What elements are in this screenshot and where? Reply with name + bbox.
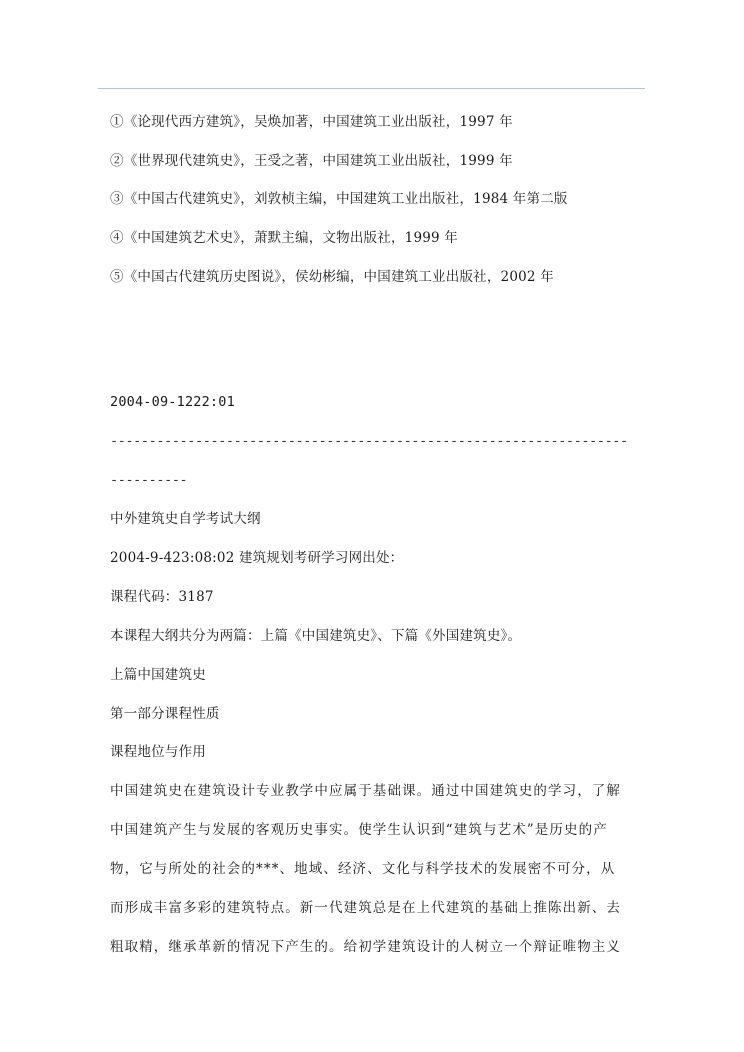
body-line: 中国建筑史在建筑设计专业教学中应属于基础课。通过中国建筑史的学习，了解 — [110, 783, 621, 799]
header-rule — [98, 88, 645, 89]
body-line: 粗取精，继承革新的情况下产生的。给初学建筑设计的人树立一个辩证唯物主义 — [110, 939, 621, 955]
separator-line: ---------- — [110, 472, 188, 488]
part-heading: 上篇中国建筑史 — [110, 667, 206, 683]
body-line: 而形成丰富多彩的建筑特点。新一代建筑总是在上代建筑的基础上推陈出新、去 — [110, 900, 621, 916]
reference-item: ④《中国建筑艺术史》，萧默主编，文物出版社，1999 年 — [110, 230, 458, 246]
source-line: 2004-9-423:08:02 建筑规划考研学习网出处： — [110, 550, 404, 566]
body-line: 中国建筑产生与发展的客观历史事实。使学生认识到“建筑与艺术”是历史的产 — [110, 822, 608, 838]
outline-note: 本课程大纲共分为两篇：上篇《中国建筑史》、下篇《外国建筑史》。 — [110, 628, 522, 644]
reference-item: ①《论现代西方建筑》，吴焕加著，中国建筑工业出版社，1997 年 — [110, 114, 513, 130]
section-heading: 第一部分课程性质 — [110, 706, 220, 722]
course-code: 课程代码：3187 — [110, 589, 214, 605]
document-title: 中外建筑史自学考试大纲 — [110, 511, 261, 527]
reference-item: ③《中国古代建筑史》，刘敦桢主编，中国建筑工业出版社，1984 年第二版 — [110, 191, 568, 207]
separator-line: ------------------------------------------------------------------- — [110, 433, 628, 449]
reference-item: ⑤《中国古代建筑历史图说》，侯幼彬编，中国建筑工业出版社，2002 年 — [110, 269, 554, 285]
timestamp: 2004-09-1222:01 — [110, 394, 235, 410]
subsection-heading: 课程地位与作用 — [110, 744, 206, 760]
body-line: 物，它与所处的社会的***、地域、经济、文化与科学技术的发展密不可分，从 — [110, 861, 616, 877]
reference-item: ②《世界现代建筑史》，王受之著，中国建筑工业出版社，1999 年 — [110, 153, 513, 169]
